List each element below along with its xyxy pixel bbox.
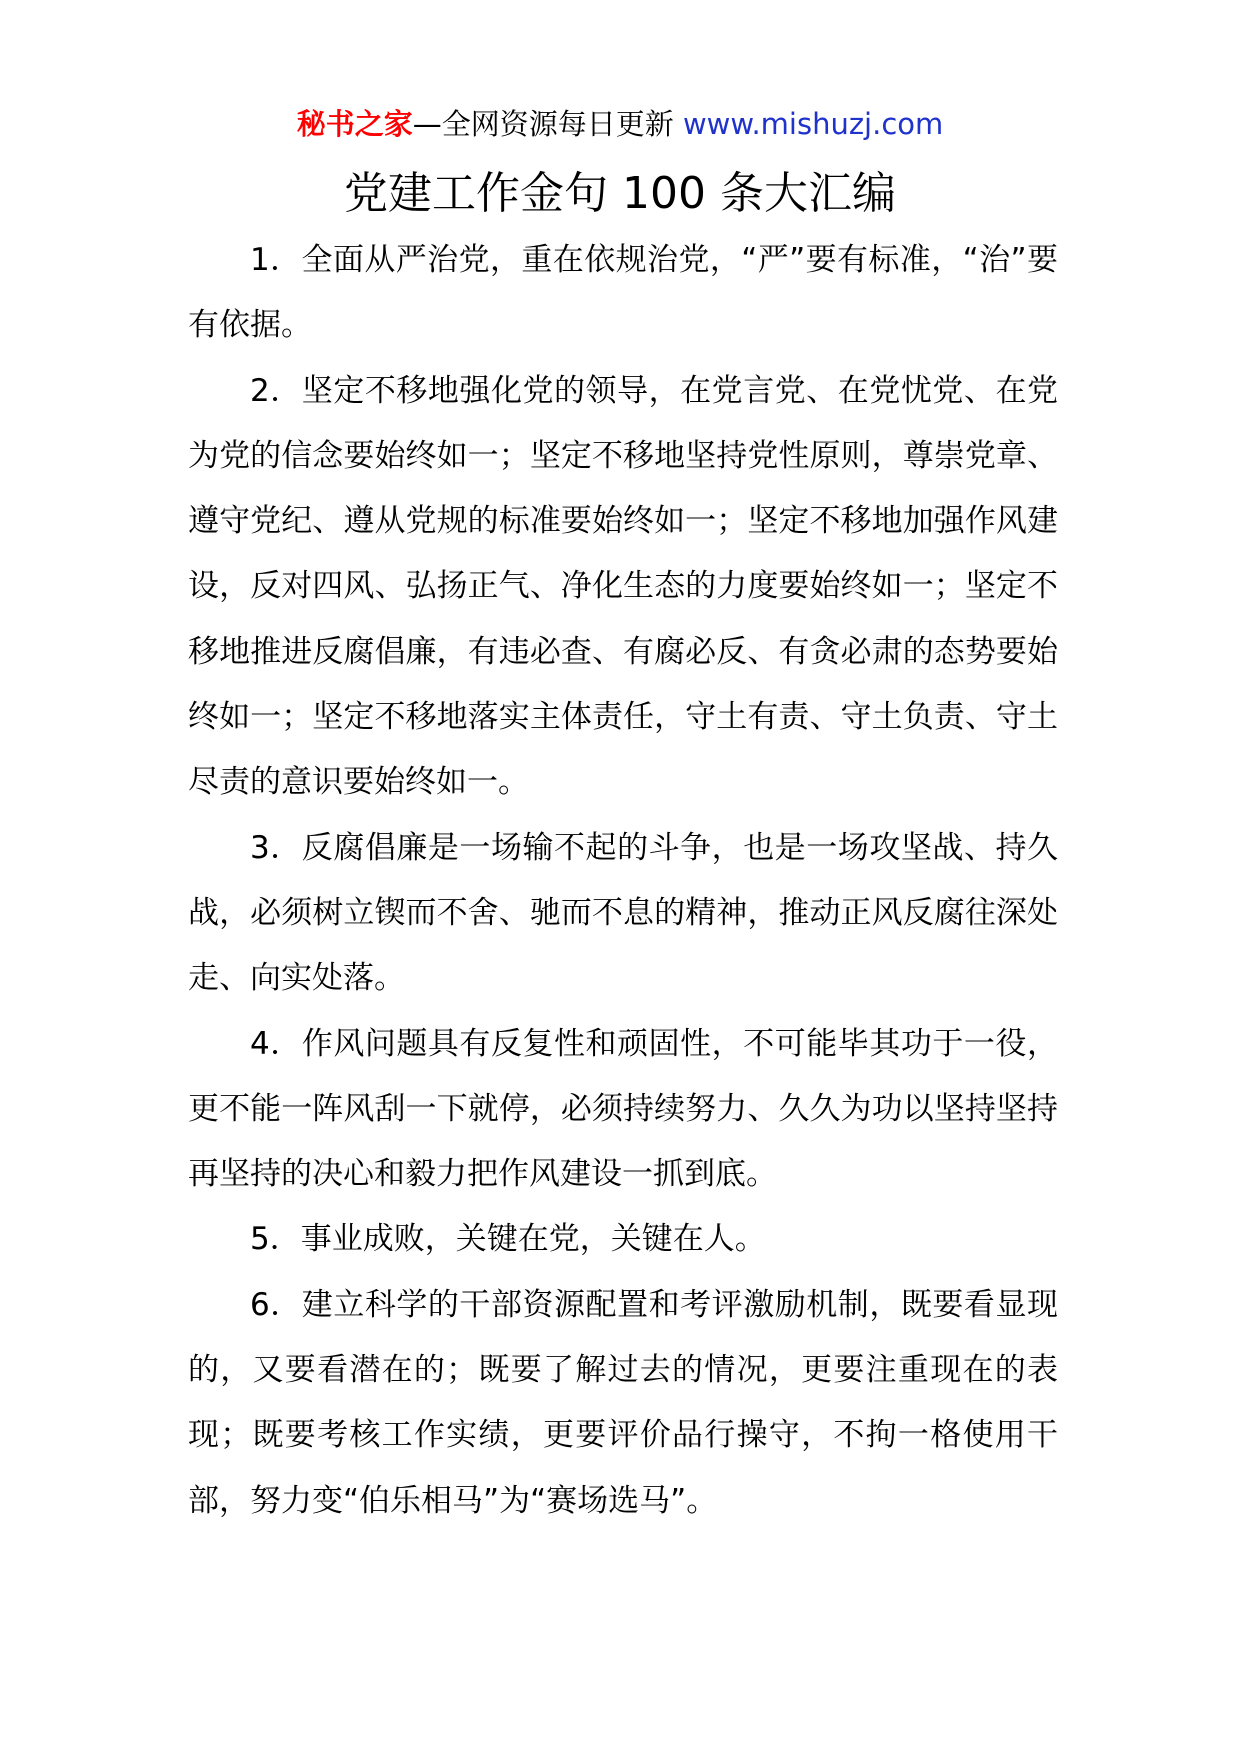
paragraph-5: 5．事业成败，关键在党，关键在人。 [250, 1221, 766, 1258]
site-brand: 秘书之家 [296, 107, 413, 141]
site-tagline: —全网资源每日更新 [412, 107, 683, 141]
paragraph-3: 3．反腐倡廉是一场输不起的斗争，也是一场攻坚战、持久战，必须树立锲而不舍、驰而不息的精神，推动正风反腐往深处走、向实处落。 [188, 829, 1058, 997]
paragraph-2: 2．坚定不移地强化党的领导，在党言党、在党忧党、在党为党的信念要始终如一；坚定不移地坚持党性原则，尊崇党章、遵守党纪、遵从党规的标准要始终如一；坚定不移地加强作风建设，反对四风、弘扬正气、净化生态的力度要始终如一；坚定不移地推进反腐倡廉，有违必查、有腐必反、有贪必肃的态势要始终如一；坚定不移地落实主体责任，守土有责、守土负责、守土尽责的意识要始终如一。 [188, 372, 1058, 801]
paragraph-4: 4．作风问题具有反复性和顽固性，不可能毕其功于一役，更不能一阵风刮一下就停，必须持续努力、久久为功以坚持坚持再坚持的决心和毅力把作风建设一抓到底。 [188, 1025, 1058, 1193]
site-url-link[interactable]: www.mishuzj.com [682, 107, 944, 141]
site-header [0, 104, 1240, 144]
document-title: 党建工作金句 100 条大汇编 [344, 168, 896, 219]
document-body [188, 228, 1058, 1534]
paragraph-6: 6．建立科学的干部资源配置和考评激励机制，既要看显现的，又要看潜在的；既要了解过去的情况，更要注重现在的表现；既要考核工作实绩，更要评价品行操守，不拘一格使用干部，努力变“伯乐相马”为“赛场选马”。 [188, 1286, 1058, 1519]
paragraph-1: 1．全面从严治党，重在依规治党，“严”要有标准，“治”要有依据。 [188, 242, 1058, 344]
